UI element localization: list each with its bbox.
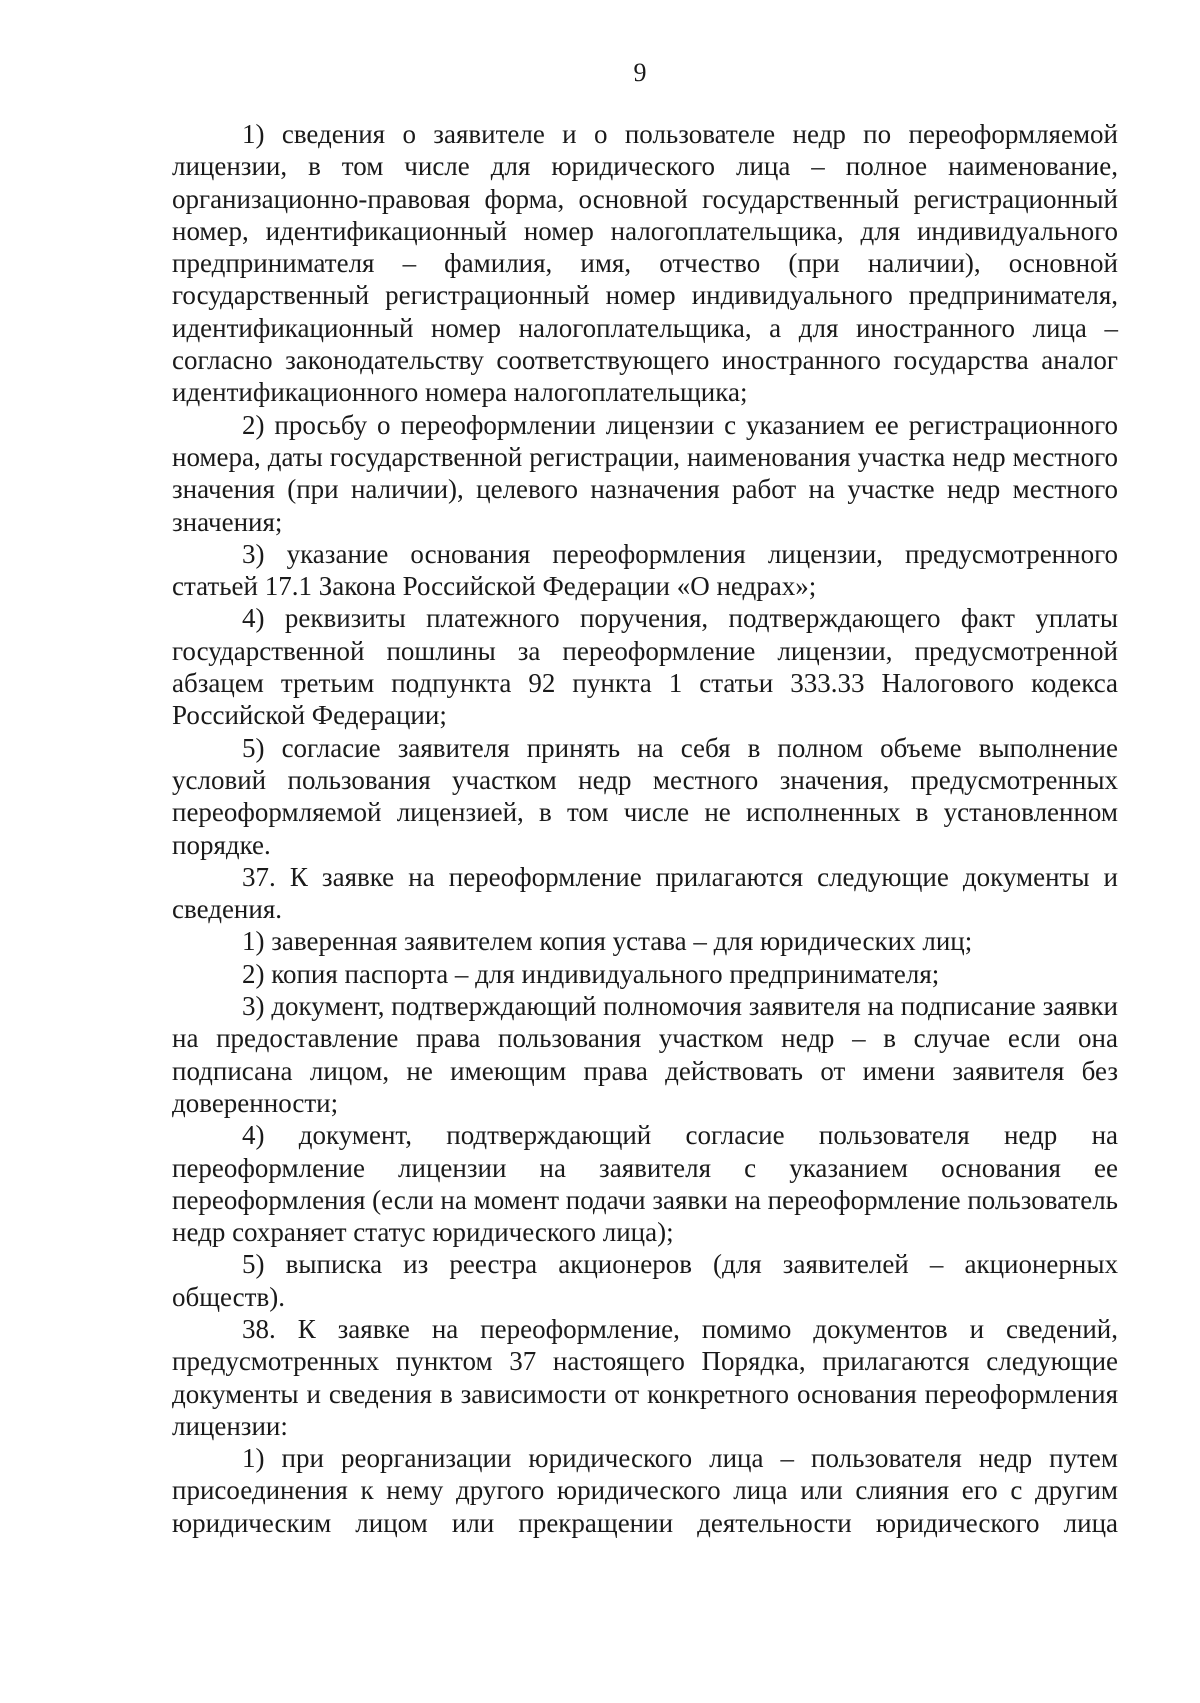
- paragraph-36-item-2: 2) просьбу о переоформлении лицензии с указанием ее регистрационного номера, даты государственной регистрации, наименования участка недр местного значения (при наличии), целевого назначения работ на участке недр местного значения;: [172, 409, 1118, 537]
- paragraph-37-intro: 37. К заявке на переоформление прилагаются следующие документы и сведения.: [172, 861, 1118, 925]
- paragraph-37-item-4: 4) документ, подтверждающий согласие пользователя недр на переоформление лицензии на заявителя с указанием основания ее переоформления (если на момент подачи заявки на переоформление пользователь недр сохраняет статус юридического лица);: [172, 1120, 1118, 1248]
- paragraph-38-item-1: 1) при реорганизации юридического лица – пользователя недр путем присоединения к нему другого юридического лица или слияния его с другим юридическим лицом или прекращении деятельности юридического лица: [172, 1443, 1118, 1538]
- paragraph-36-item-4: 4) реквизиты платежного поручения, подтверждающего факт уплаты государственной пошлины за переоформление лицензии, предусмотренной абзацем третьим подпункта 92 пункта 1 статьи 333.33 Налогового кодекса Российской Федерации;: [172, 603, 1118, 731]
- page-number: 9: [633, 58, 647, 87]
- paragraph-37-item-5: 5) выписка из реестра акционеров (для заявителей – акционерных обществ).: [172, 1249, 1118, 1312]
- document-body: [172, 118, 1118, 1539]
- paragraph-38-intro: 38. К заявке на переоформление, помимо документов и сведений, предусмотренных пунктом 37 настоящего Порядка, прилагаются следующие документы и сведения в зависимости от конкретного основания переоформления лицензии:: [172, 1313, 1118, 1441]
- paragraph-37-item-1: 1) заверенная заявителем копия устава – для юридических лиц;: [242, 926, 973, 957]
- paragraph-36-item-3: 3) указание основания переоформления лицензии, предусмотренного статьей 17.1 Закона Российской Федерации «О недрах»;: [172, 538, 1118, 602]
- paragraph-37-item-3: 3) документ, подтверждающий полномочия заявителя на подписание заявки на предоставление права пользования участком недр – в случае если она подписана лицом, не имеющим права действовать от имени заявителя без доверенности;: [172, 991, 1118, 1118]
- paragraph-37-item-2: 2) копия паспорта – для индивидуального предпринимателя;: [242, 958, 940, 989]
- paragraph-36-item-1: 1) сведения о заявителе и о пользователе недр по переоформляемой лицензии, в том числе для юридического лица – полное наименование, организационно-правовая форма, основной государственный регистрационный номер, идентификационный номер налогоплательщика, для индивидуального предпринимателя – фамилия, имя, отчество (при наличии), основной государственный регистрационный номер индивидуального предпринимателя, идентификационный номер налогоплательщика, а для иностранного лица – согласно законодательству соответствующего иностранного государства аналог идентификационного номера налогоплательщика;: [172, 119, 1118, 408]
- paragraph-36-item-5: 5) согласие заявителя принять на себя в полном объеме выполнение условий пользования участком недр местного значения, предусмотренных переоформляемой лицензией, в том числе не исполненных в установленном порядке.: [172, 732, 1118, 860]
